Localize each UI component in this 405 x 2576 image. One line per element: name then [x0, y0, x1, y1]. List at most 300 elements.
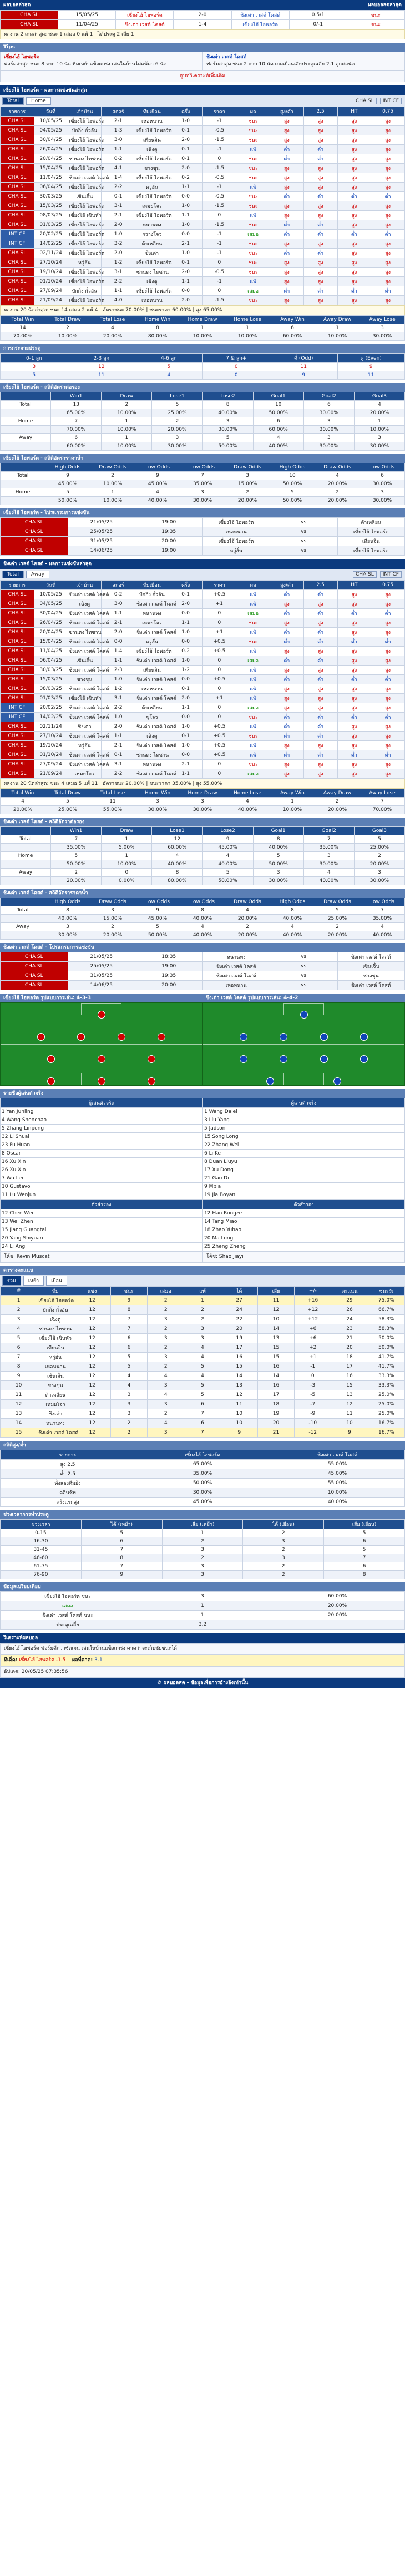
tab-home-total[interactable]: Total: [2, 97, 24, 105]
home-result-row-cell: ชนะ: [236, 164, 270, 173]
odds-away-row-cell: 40.00%: [270, 915, 315, 923]
handicap-away-row-cell: Away: [1, 869, 51, 877]
home-result-row-cell: CHA SL: [1, 164, 34, 173]
home-col-header: วันที่: [34, 107, 68, 117]
ou-row-cell: 40.00%: [270, 1498, 405, 1507]
standings-cell: 6: [110, 1343, 147, 1353]
away-result-row-cell: แพ้: [236, 684, 270, 694]
h2h-title: ข้อมูลเปรียบเทียบ: [0, 1582, 405, 1591]
home-result-row-cell: 2-1: [169, 239, 202, 249]
formation-away: [202, 994, 405, 1086]
handicap-away-row-cell: [1, 860, 51, 869]
away-stat-header: Total Lose: [90, 789, 135, 798]
home-result-row-cell: แพ้: [236, 277, 270, 286]
home-result-row-cell: แพ้: [236, 145, 270, 154]
home-result-row-cell: เซี่ยงไฮ้ ไฮพอร์ต: [68, 230, 102, 239]
standings-cell: 12: [74, 1334, 110, 1343]
away-result-row: [1, 760, 405, 769]
handicap-home-row-cell: 60.00%: [253, 426, 303, 434]
away-result-row-cell: ต่ำ: [303, 628, 337, 637]
home-result-row-cell: ต่ำ: [270, 154, 304, 164]
ou-row-cell: ต่ำ 2.5: [1, 1469, 135, 1479]
standings-cell: -1: [295, 1362, 331, 1372]
filter-cha-sl[interactable]: CHA SL: [353, 98, 377, 104]
odds-away-row-cell: 8: [180, 906, 225, 915]
ou-row-cell: สูง 2.5: [1, 1460, 135, 1469]
goal-dist-away: 11: [337, 371, 405, 380]
handicap-home-row-cell: 10.00%: [102, 442, 152, 451]
handicap-home-row-cell: Away: [1, 434, 51, 442]
home-result-row-cell: -1: [202, 239, 236, 249]
goal-dist-home: 12: [68, 363, 135, 371]
handicap-away-header: Goal3: [354, 827, 404, 835]
standings-cell: 12: [74, 1296, 110, 1305]
away-result-row-cell: CHA SL: [1, 741, 34, 750]
away-stat-header: Home Draw: [180, 789, 225, 798]
player-marker: [158, 1033, 165, 1041]
handicap-home-row-cell: 50.00%: [202, 442, 253, 451]
handicap-home-row-cell: Home: [1, 417, 51, 426]
home-player: [1, 1141, 202, 1150]
away-result-row-cell: สูง: [270, 599, 304, 609]
tab-away-away[interactable]: Away: [26, 571, 49, 578]
goals-time-row: [1, 1529, 405, 1537]
home-result-row-cell: สูง: [371, 258, 405, 268]
standings-cell: 12: [74, 1353, 110, 1362]
away-result-row-cell: เสมอ: [236, 769, 270, 779]
away-result-row-cell: ต้าเหลียน: [135, 703, 169, 713]
handicap-away-row: [1, 877, 405, 885]
away-result-row-cell: สูง: [337, 628, 371, 637]
future-away-row-cell: 31/05/25: [68, 971, 135, 981]
odds-away-row-cell: 2: [225, 923, 270, 931]
standings-row: [1, 1400, 405, 1409]
standings-cell: 21: [257, 1428, 294, 1438]
away-result-row-cell: 0-0: [169, 637, 202, 647]
player-marker: [77, 1033, 85, 1041]
away-result-row-cell: CHA SL: [1, 684, 34, 694]
away-stat-value: 2: [315, 798, 360, 806]
home-stat-value: 6: [270, 324, 315, 332]
handicap-away-row-cell: 30.00%: [354, 877, 404, 885]
home-result-row-cell: หวู่ฮั่น: [135, 183, 169, 192]
future-away-row-cell: CHA SL: [1, 962, 68, 971]
home-result-row-cell: เซี่ยงไฮ้ ไฮพอร์ต: [68, 117, 102, 126]
filter-away-int-cf[interactable]: INT CF: [380, 571, 402, 578]
recent-row[interactable]: [1, 20, 405, 29]
standings-cell: 16: [257, 1362, 294, 1372]
away-result-row-cell: ชิงเต่า เวสต์ โคสต์: [68, 713, 102, 722]
home-result-row-cell: ต่ำ: [270, 220, 304, 230]
home-result-row-cell: 0: [202, 211, 236, 220]
odds-home-row: [1, 472, 405, 480]
goal-dist-header: 2-3 ลูก: [68, 354, 135, 363]
home-col-header: HT: [337, 107, 371, 117]
away-result-row-cell: 27/09/24: [34, 760, 68, 769]
away-result-row-cell: สูง: [371, 618, 405, 628]
home-results-table: [0, 107, 405, 305]
tab-home-home[interactable]: Home: [26, 97, 51, 105]
standings-cell: 15: [331, 1381, 368, 1390]
odds-header: Low Odds: [135, 463, 180, 472]
home-player-name: 4 Wang Shenchao: [1, 1116, 202, 1125]
standings-cell: 2: [148, 1305, 184, 1315]
standings-cell: 2: [148, 1343, 184, 1353]
goal-dist-header: คู่ (Even): [337, 354, 405, 363]
handicap-away-row-cell: 3: [303, 852, 354, 860]
away-result-row-cell: เหมยโจว: [68, 769, 102, 779]
away-result-row-cell: ต่ำ: [270, 609, 304, 618]
home-result-row-cell: 1-3: [102, 126, 135, 135]
standings-cell: 9: [1, 1372, 37, 1381]
top-bar-right[interactable]: ผลบอลสดล่าสุด: [368, 2, 402, 8]
away-result-row-cell: สูง: [270, 741, 304, 750]
away-result-row-cell: แพ้: [236, 722, 270, 732]
away-result-row-cell: 1-0: [102, 713, 135, 722]
standings-tab[interactable]: รวม: [2, 1276, 21, 1286]
tips-link[interactable]: ดูบทวิเคราะห์เพิ่มเติม: [0, 70, 405, 82]
away-player: [203, 1191, 405, 1199]
home-result-row: [1, 258, 405, 268]
home-col-header: ผล: [236, 107, 270, 117]
home-result-row-cell: เซี่ยงไฮ้ ไฮพอร์ต: [68, 239, 102, 249]
home-result-row: [1, 277, 405, 286]
standings-cell: เซี่ยงไฮ้ ไฮพอร์ต: [37, 1296, 74, 1305]
away-col-header: 0.75: [371, 581, 405, 590]
away-result-row-cell: สูง: [337, 694, 371, 703]
home-result-row-cell: เหมยโจว: [135, 201, 169, 211]
home-result-row-cell: ต่ำ: [303, 249, 337, 258]
away-result-row-cell: สูง: [371, 769, 405, 779]
home-result-row-cell: 0-1: [169, 126, 202, 135]
home-result-row-cell: สูง: [270, 211, 304, 220]
home-result-row-cell: ชนะ: [236, 135, 270, 145]
home-result-row-cell: แพ้: [236, 183, 270, 192]
home-result-row-cell: สูง: [303, 164, 337, 173]
player-marker: [98, 1055, 105, 1063]
handicap-home-row-cell: 3: [303, 417, 354, 426]
away-result-row-cell: CHA SL: [1, 760, 34, 769]
home-result-row-cell: สูง: [337, 164, 371, 173]
h2h-row-cell: ชิงเต่า เวสต์ โคสต์ ชนะ: [1, 1611, 135, 1620]
away-result-row-cell: สูง: [337, 599, 371, 609]
away-result-row-cell: 21/09/24: [34, 769, 68, 779]
away-result-row-cell: สูง: [337, 722, 371, 732]
handicap-home-row-cell: 4: [253, 434, 303, 442]
standings-cell: 12: [257, 1305, 294, 1315]
away-result-row-cell: ต่ำ: [303, 637, 337, 647]
handicap-home-row-cell: 5: [202, 434, 253, 442]
tab-away-total[interactable]: Total: [2, 571, 24, 578]
odds-home-row-cell: 3: [180, 488, 225, 497]
standings-cell: 11: [1, 1390, 37, 1400]
odds-away-row-cell: 3: [90, 906, 135, 915]
handicap-away-row-cell: 2: [354, 852, 404, 860]
ou-title: สถิติสูง/ต่ำ: [0, 1441, 405, 1450]
away-stat-pct: 20.00%: [1, 806, 45, 814]
home-result-row-cell: 1-2: [102, 258, 135, 268]
future-away-row-cell: 19:35: [135, 971, 203, 981]
handicap-away-row-cell: 8: [152, 869, 202, 877]
home-result-row-cell: -0.5: [202, 192, 236, 201]
handicap-home-row-cell: 2: [102, 401, 152, 409]
filter-away-cha-sl[interactable]: CHA SL: [353, 571, 377, 578]
home-result-row-cell: สูง: [337, 117, 371, 126]
h2h-row-cell: [270, 1620, 405, 1630]
handicap-header: Goal3: [354, 392, 404, 401]
goal-dist-away: 4: [135, 371, 203, 380]
home-stat-header: Total Lose: [90, 316, 135, 324]
away-result-row-cell: 1-0: [169, 628, 202, 637]
recent-row[interactable]: [1, 11, 405, 20]
odds-away-row-cell: 40.00%: [180, 915, 225, 923]
standings-cell: 50.0%: [368, 1334, 404, 1343]
goals-time-row-cell: 2: [243, 1562, 324, 1571]
away-result-row-cell: +1: [202, 599, 236, 609]
standings-cell: 14: [257, 1372, 294, 1381]
ou-header: รายการ: [1, 1450, 135, 1460]
home-stat-value: 2: [45, 324, 90, 332]
home-result-row-cell: 3-1: [102, 268, 135, 277]
standings-cell: 12: [74, 1400, 110, 1409]
standings-header: ชนะ: [110, 1287, 147, 1296]
standings-row: [1, 1362, 405, 1372]
away-result-row-cell: 2-2: [102, 769, 135, 779]
standings-cell: +2: [295, 1343, 331, 1353]
goals-time-row-cell: 6: [324, 1537, 405, 1546]
away-stat-value: 11: [90, 798, 135, 806]
away-result-row-cell: ต่ำ: [270, 637, 304, 647]
standings-cell: +6: [295, 1324, 331, 1334]
away-result-row-cell: สูง: [337, 684, 371, 694]
away-player: [203, 1133, 405, 1141]
home-result-row-cell: เซี่ยงไฮ้ ไฮพอร์ต: [135, 211, 169, 220]
future-home-row-cell: 19:35: [135, 527, 203, 537]
home-stat-value: 1: [180, 324, 225, 332]
handicap-away-header: Goal1: [253, 827, 303, 835]
away-result-row-cell: 08/03/25: [34, 684, 68, 694]
home-result-row-cell: ชนะ: [236, 249, 270, 258]
away-result-row-cell: เฉิงตู: [135, 732, 169, 741]
home-result-row-cell: ต่ำ: [337, 230, 371, 239]
away-result-row: [1, 599, 405, 609]
handicap-home-row-cell: 13: [51, 401, 102, 409]
standings-cell: 12: [74, 1315, 110, 1324]
standings-tabbar: [0, 1275, 405, 1286]
away-player: [203, 1158, 405, 1166]
recent-score: 1-4: [174, 20, 231, 29]
home-stat-pct: 10.00%: [45, 332, 90, 341]
away-result-row-cell: ต่ำ: [337, 637, 371, 647]
home-result-row-cell: เซี่ยงไฮ้ เซินหัว: [68, 211, 102, 220]
handicap-home-row-cell: 50.00%: [253, 409, 303, 417]
standings-tab[interactable]: เหย้า: [23, 1276, 44, 1286]
away-stat-pct: 25.00%: [45, 806, 90, 814]
standings-cell: 12: [74, 1343, 110, 1353]
goals-time-row: [1, 1571, 405, 1579]
handicap-home-row: [1, 426, 405, 434]
handicap-away-row-cell: 5: [51, 852, 102, 860]
away-result-row-cell: ชางชุน: [68, 675, 102, 684]
player-marker: [47, 1077, 55, 1085]
goals-time-row-cell: 8: [324, 1571, 405, 1579]
away-result-row-cell: 0-0: [169, 713, 202, 722]
h2h-row-cell: 1: [135, 1611, 270, 1620]
standings-cell: 6: [110, 1334, 147, 1343]
away-result-row-cell: 26/04/25: [34, 618, 68, 628]
standings-cell: 3: [110, 1400, 147, 1409]
odds-home-row-cell: 45.00%: [45, 480, 90, 488]
away-sub: [203, 1243, 405, 1251]
home-result-row-cell: สูง: [270, 126, 304, 135]
odds-away-header: High Odds: [270, 898, 315, 906]
home-result-row-cell: 04/05/25: [34, 126, 68, 135]
home-result-row-cell: สูง: [337, 145, 371, 154]
handicap-away-row-cell: 45.00%: [202, 844, 253, 852]
away-result-row-cell: ต่ำ: [303, 722, 337, 732]
away-col-header: ผล: [236, 581, 270, 590]
handicap-away-row-cell: 20.00%: [51, 877, 102, 885]
home-player: [1, 1183, 202, 1191]
odds-away-row-cell: 45.00%: [135, 915, 180, 923]
home-result-row-cell: ต่ำ: [303, 220, 337, 230]
h2h-row: [1, 1601, 405, 1611]
away-result-row-cell: 01/03/25: [34, 694, 68, 703]
h2h-row-cell: เซี่ยงไฮ้ ไฮพอร์ต ชนะ: [1, 1592, 135, 1601]
home-col-header: รายการ: [1, 107, 34, 117]
home-result-row-cell: -0.5: [202, 126, 236, 135]
home-player-name: 16 Xu Xin: [1, 1158, 202, 1166]
home-result-row-cell: ต่ำ: [303, 230, 337, 239]
away-stat-value: 1: [270, 798, 315, 806]
handicap-away-row-cell: 10.00%: [102, 860, 152, 869]
future-home-row-cell: เซี่ยงไฮ้ ไฮพอร์ต: [202, 518, 270, 527]
home-result-row-cell: 2-0: [169, 296, 202, 305]
odds-home-row-cell: 10: [270, 472, 315, 480]
home-result-row-cell: 02/11/24: [34, 249, 68, 258]
home-stat-value: 3: [360, 324, 405, 332]
home-result-row: [1, 154, 405, 164]
future-home-row-cell: ต้าเหลียน: [337, 518, 405, 527]
odds-home-title: เซี่ยงไฮ้ ไฮพอร์ต - สถิติอัตราราคาน้ำ: [0, 454, 405, 463]
goals-time-row-cell: 3: [243, 1554, 324, 1562]
home-stat-pct: 60.00%: [270, 332, 315, 341]
home-result-row-cell: 1-1: [169, 183, 202, 192]
standings-cell: 7: [1, 1353, 37, 1362]
odds-away-row-cell: 20.00%: [225, 931, 270, 940]
away-result-row-cell: หนานทง: [135, 760, 169, 769]
home-result-row-cell: CHA SL: [1, 154, 34, 164]
future-home-row-cell: CHA SL: [1, 527, 68, 537]
standings-cell: 12: [74, 1428, 110, 1438]
home-result-row-cell: ชนะ: [236, 239, 270, 249]
away-result-row-cell: +0.5: [202, 590, 236, 599]
ou-row-cell: 10.00%: [270, 1488, 405, 1498]
filter-int-cf[interactable]: INT CF: [380, 98, 402, 104]
away-result-row-cell: 0-0: [169, 675, 202, 684]
odds-home-row-cell: 15.00%: [225, 480, 270, 488]
home-result-row-cell: สูง: [371, 249, 405, 258]
home-player: [1, 1108, 202, 1116]
home-result-row-cell: เซี่ยงไฮ้ ไฮพอร์ต: [135, 258, 169, 268]
away-result-row-cell: ชิงเต่า เวสต์ โคสต์: [135, 722, 169, 732]
away-result-row: [1, 769, 405, 779]
home-result-row-cell: เซี่ยงไฮ้ ไฮพอร์ต: [68, 145, 102, 154]
away-result-row-cell: ชนะ: [236, 618, 270, 628]
standings-header: ทีม: [37, 1287, 74, 1296]
handicap-home-row-cell: 20.00%: [152, 426, 202, 434]
home-result-row-cell: สูง: [303, 296, 337, 305]
home-result-row-cell: CHA SL: [1, 296, 34, 305]
player-marker: [148, 1077, 155, 1085]
goals-time-row-cell: 3: [162, 1546, 243, 1554]
home-result-row-cell: CHA SL: [1, 135, 34, 145]
home-stat-value: 1: [315, 324, 360, 332]
standings-cell: 26: [331, 1305, 368, 1315]
away-result-row-cell: 0-0: [102, 637, 135, 647]
away-stat-header: Away Win: [270, 789, 315, 798]
away-wdl-table: [0, 789, 405, 814]
goals-time-row-cell: 2: [162, 1537, 243, 1546]
home-result-row-cell: สูง: [337, 220, 371, 230]
standings-cell: 12: [74, 1419, 110, 1428]
standings-cell: 23: [331, 1324, 368, 1334]
away-result-row-cell: ชิงเต่า เวสต์ โคสต์: [135, 656, 169, 666]
away-result-row-cell: 2-1: [169, 760, 202, 769]
away-result-row-cell: ต่ำ: [337, 609, 371, 618]
odds-home-row-cell: Home: [1, 488, 45, 497]
odds-away-row-cell: 5: [135, 923, 180, 931]
standings-tab[interactable]: เยือน: [46, 1276, 67, 1286]
h2h-row-cell: 20.00%: [270, 1611, 405, 1620]
odds-home-row-cell: 50.00%: [45, 497, 90, 505]
away-result-row: [1, 732, 405, 741]
recommend-text: เซี่ยงไฮ้ ไฮพอร์ต ฟอร์มดีกว่าชัดเจน เล่นในบ้านแข็งแกร่ง คาดว่าจะเก็บชัยชนะได้: [0, 1643, 405, 1655]
home-stat-pct: 30.00%: [360, 332, 405, 341]
odds-home-row-cell: 5: [45, 488, 90, 497]
future-home-row-cell: เหอหนาน: [202, 527, 270, 537]
away-result-row-cell: 1-1: [169, 769, 202, 779]
footer-text: © ผลบอลสด - ข้อมูลเพื่อการอ้างอิงเท่านั้น: [156, 1680, 249, 1686]
future-away-row-cell: ชางชุน: [337, 971, 405, 981]
away-result-row-cell: 0-0: [169, 750, 202, 760]
standings-row: [1, 1353, 405, 1362]
away-result-row-cell: 14/02/25: [34, 713, 68, 722]
away-result-row-cell: ชิงเต่า เวสต์ โคสต์: [135, 675, 169, 684]
home-result-row-cell: สูง: [303, 126, 337, 135]
goals-time-row-cell: 31-45: [1, 1546, 82, 1554]
home-result-row-cell: -0.5: [202, 173, 236, 183]
away-result-row-cell: สูง: [371, 722, 405, 732]
handicap-away-row-cell: 7: [303, 835, 354, 844]
home-result-row-cell: ต่ำ: [303, 192, 337, 201]
odds-away-row-cell: 35.00%: [360, 915, 405, 923]
home-result-row-cell: สูง: [303, 173, 337, 183]
away-result-row-cell: 27/10/24: [34, 732, 68, 741]
standings-cell: -3: [295, 1381, 331, 1390]
home-result-row-cell: CHA SL: [1, 249, 34, 258]
away-result-row-cell: ชนะ: [236, 637, 270, 647]
goals-time-row-cell: 46-60: [1, 1554, 82, 1562]
standings-header: คะแนน: [331, 1287, 368, 1296]
home-result-row-cell: 3-0: [102, 135, 135, 145]
goals-time-header: ช่วงเวลา: [1, 1520, 82, 1529]
standings-cell: 2: [110, 1419, 147, 1428]
player-marker: [98, 1011, 105, 1019]
home-result-row-cell: 20/04/25: [34, 154, 68, 164]
standings-cell: เฉิงตู: [37, 1315, 74, 1324]
odds-header: [1, 463, 45, 472]
